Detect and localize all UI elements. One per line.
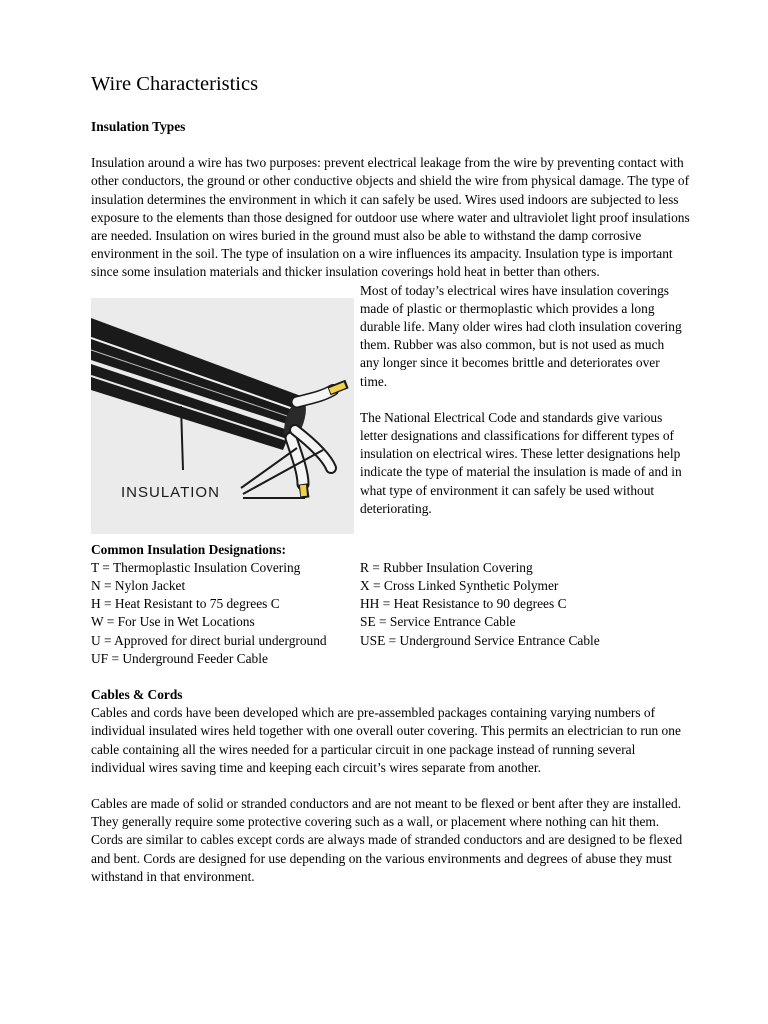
- insulated-wire-illustration: [91, 298, 354, 534]
- cables-paragraph-1: Cables and cords have been developed which are pre-assembled packages containing varying numbers of individual insulated wires held together with one overall outer covering. This permits an electrician to run one cable containing all the wires needed for a particular circuit in one package instead of running several individual wires saving time and keeping each circuit’s wires separate from another.: [91, 705, 681, 775]
- insulation-side-text: [360, 282, 682, 518]
- designation-item: W = For Use in Wet Locations: [91, 614, 255, 630]
- designation-item: [360, 650, 690, 668]
- cables-paragraph-2: Cables are made of solid or stranded conductors and are not meant to be flexed or bent after they are installed. They generally require some protective covering such as a wall, or placement where nothing can hit them. Cords are similar to cables except cords are always made of stranded conductors and are designed to be flexed and bent. Cords are designed for use depending on the various environments and degrees of abuse they must withstand in that environment.: [91, 796, 683, 884]
- cable-jacket-icon: [91, 318, 301, 450]
- designation-item: R = Rubber Insulation Covering: [360, 559, 533, 575]
- designation-item: N = Nylon Jacket: [91, 578, 186, 594]
- designations-list: [91, 559, 691, 668]
- inner-wires-icon: [291, 384, 347, 498]
- cables-cords-heading: Cables & Cords: [91, 687, 183, 703]
- designation-item: U = Approved for direct burial underground: [91, 632, 327, 648]
- designation-item: X = Cross Linked Synthetic Polymer: [360, 578, 559, 594]
- insulation-figure-label: INSULATION: [121, 483, 220, 501]
- designation-item: H = Heat Resistant to 75 degrees C: [91, 596, 280, 612]
- wire-cable-drawing: [91, 298, 354, 534]
- insulation-side-paragraph-1: Most of today’s electrical wires have insulation coverings made of plastic or thermoplastic which provides a long durable life. Many older wires had cloth insulation covering them. Rubber was also common, but is not used as much any longer since it becomes brittle and deteriorates over time.: [360, 282, 682, 389]
- insulation-intro-paragraph: Insulation around a wire has two purposes: prevent electrical leakage from the wire by preventing contact with other conductors, the ground or other conductive objects and shield the wire from physical damage. The type of insulation determines the environment in which it can safely be used. Wires used indoors are subjected to less exposure to the elements than those designed for outdoor use where water and ultraviolet light proof insulations are needed. Insulation on wires buried in the ground must also be able to withstand the damp corrosive environment in the soil. The type of insulation on a wire influences its ampacity. Insulation type is important since some insulation materials and thicker insulation coverings hold heat in better than others.: [91, 155, 690, 280]
- designation-item: SE = Service Entrance Cable: [360, 614, 516, 630]
- designation-item: T = Thermoplastic Insulation Covering: [91, 559, 301, 575]
- figure-row: [91, 282, 691, 537]
- designation-item: HH = Heat Resistance to 90 degrees C: [360, 596, 567, 612]
- insulation-types-heading: Insulation Types: [91, 119, 186, 134]
- document-page: [91, 72, 691, 886]
- page-title: Wire Characteristics: [91, 73, 259, 95]
- designations-heading: Common Insulation Designations:: [91, 541, 286, 557]
- designation-item: USE = Underground Service Entrance Cable: [360, 632, 600, 648]
- designation-item: UF = Underground Feeder Cable: [91, 650, 268, 666]
- insulation-side-paragraph-2: The National Electrical Code and standards give various letter designations and classifications for different types of insulation on electrical wires. These letter designations help indicate the type of material the insulation is made of and in what type of environment it can safely be used without deteriorating.: [360, 409, 682, 516]
